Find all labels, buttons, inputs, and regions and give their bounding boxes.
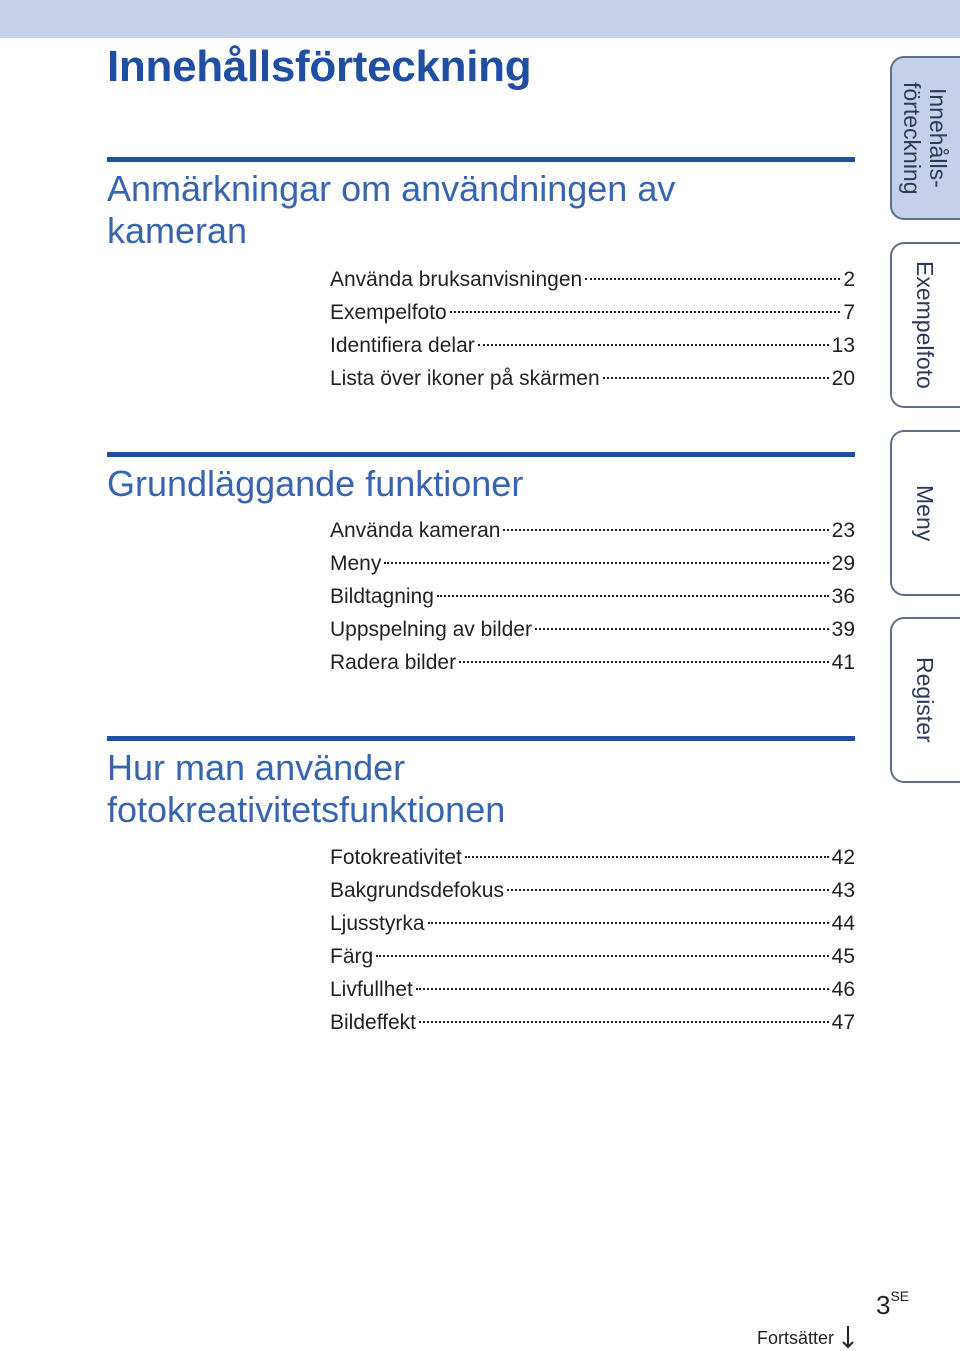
tab-innehallsforteckning[interactable]: [890, 56, 960, 220]
continue-link[interactable]: [757, 1325, 856, 1349]
toc-entry-page: 41: [831, 651, 855, 674]
tab-register[interactable]: [890, 617, 960, 783]
toc-entry-label: Livfullhet: [330, 978, 413, 1001]
toc-entry-page: 7: [843, 301, 855, 324]
page-number-suffix: SE: [890, 1288, 910, 1304]
toc-entry-label: Bildtagning: [330, 585, 434, 608]
dot-leader: [507, 889, 829, 891]
tab-label: Innehålls- förteckning: [899, 81, 951, 195]
toc-entry[interactable]: [330, 580, 855, 613]
section-heading: Hur man använder fotokreativitetsfunktionen: [107, 747, 506, 830]
toc-entry[interactable]: [330, 547, 855, 580]
toc-entry[interactable]: [330, 646, 855, 679]
toc-entry-page: 45: [831, 945, 855, 968]
page-number-value: 3: [876, 1290, 891, 1320]
dot-leader: [503, 529, 828, 531]
tab-label: Meny: [912, 484, 938, 542]
dot-leader: [437, 595, 829, 597]
tab-meny[interactable]: [890, 430, 960, 596]
toc-entry-page: 43: [831, 879, 855, 902]
header-band: [0, 0, 960, 38]
toc-entry-page: 23: [831, 519, 855, 542]
toc-entry-page: 13: [831, 334, 855, 357]
toc-entry-label: Identifiera delar: [330, 334, 475, 357]
toc-entry-label: Fotokreativitet: [330, 846, 462, 869]
section-fotokreativitet: [107, 736, 855, 831]
toc-entry[interactable]: [330, 362, 855, 395]
toc-entry[interactable]: [330, 1006, 855, 1039]
toc-entry-label: Lista över ikoner på skärmen: [330, 367, 600, 390]
toc-entry-label: Exempelfoto: [330, 301, 447, 324]
dot-leader: [603, 377, 829, 379]
dot-leader: [535, 628, 829, 630]
toc-entry-page: 46: [831, 978, 855, 1001]
toc-entry-label: Bakgrundsdefokus: [330, 879, 504, 902]
toc-entry-page: 47: [831, 1011, 855, 1034]
toc-entry-page: 36: [831, 585, 855, 608]
dot-leader: [478, 344, 829, 346]
toc-list-anmarkningar: [330, 263, 855, 395]
toc-entry[interactable]: [330, 514, 855, 547]
toc-entry-page: 44: [831, 912, 855, 935]
section-grundlaggande: [107, 452, 855, 507]
toc-entry-page: 20: [831, 367, 855, 390]
arrow-down-icon: [840, 1325, 856, 1349]
section-rule: [107, 736, 855, 741]
toc-entry-label: Använda kameran: [330, 519, 501, 542]
toc-entry[interactable]: [330, 841, 855, 874]
toc-entry[interactable]: [330, 613, 855, 646]
section-anmarkningar: [107, 157, 855, 252]
toc-entry-label: Ljusstyrka: [330, 912, 425, 935]
tab-label: Register: [912, 657, 938, 743]
dot-leader: [384, 562, 828, 564]
tab-label: Exempelfoto: [912, 261, 938, 389]
section-rule: [107, 452, 855, 457]
toc-entry-label: Radera bilder: [330, 651, 457, 674]
toc-entry-label: Färg: [330, 945, 374, 968]
tab-exempelfoto[interactable]: [890, 242, 960, 408]
section-heading: Anmärkningar om användningen av kameran: [107, 168, 676, 251]
dot-leader: [459, 661, 829, 663]
toc-entry-page: 39: [831, 618, 855, 641]
toc-entry[interactable]: [330, 973, 855, 1006]
dot-leader: [428, 922, 829, 924]
page-title: Innehållsförteckning: [107, 42, 532, 91]
toc-list-fotokreativitet: [330, 841, 855, 1039]
toc-entry-page: 2: [843, 268, 855, 291]
dot-leader: [450, 311, 841, 313]
dot-leader: [465, 856, 829, 858]
dot-leader: [416, 988, 829, 990]
section-heading: Grundläggande funktioner: [107, 463, 524, 504]
toc-entry-label: Uppspelning av bilder: [330, 618, 532, 641]
toc-list-grundlaggande: [330, 514, 855, 679]
toc-entry[interactable]: [330, 263, 855, 296]
toc-entry-page: 42: [831, 846, 855, 869]
dot-leader: [376, 955, 828, 957]
toc-entry-label: Bildeffekt: [330, 1011, 416, 1034]
toc-entry-label: Använda bruksanvisningen: [330, 268, 583, 291]
toc-entry[interactable]: [330, 329, 855, 362]
toc-entry[interactable]: [330, 940, 855, 973]
dot-leader: [585, 278, 840, 280]
toc-entry[interactable]: [330, 907, 855, 940]
dot-leader: [419, 1021, 829, 1023]
section-rule: [107, 157, 855, 162]
toc-entry-label: Meny: [330, 552, 382, 575]
continue-label: Fortsätter: [757, 1328, 835, 1348]
toc-entry[interactable]: [330, 874, 855, 907]
page-number: [876, 1290, 909, 1321]
toc-entry[interactable]: [330, 296, 855, 329]
toc-entry-page: 29: [831, 552, 855, 575]
